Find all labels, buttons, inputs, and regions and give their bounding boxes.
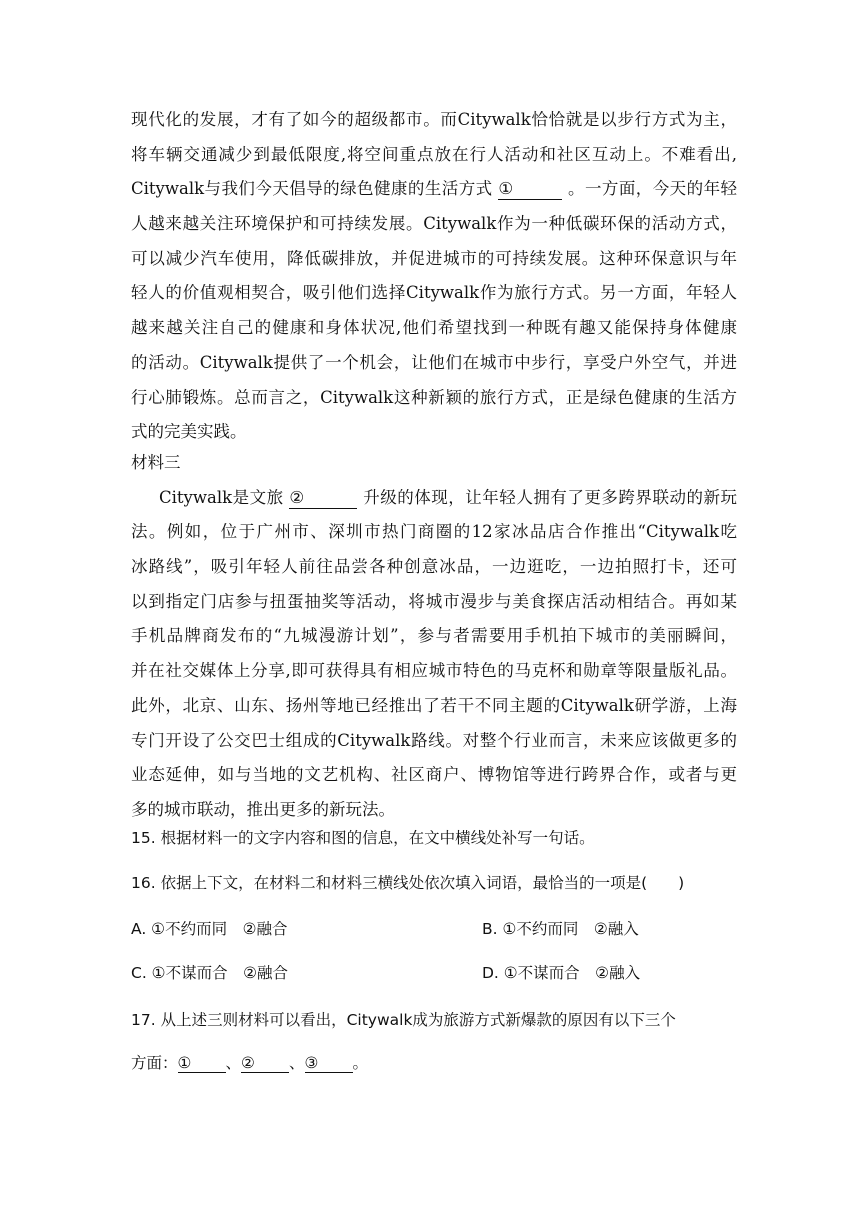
text-segment: Citywalk是文旅: [159, 487, 284, 507]
option-c[interactable]: C. ①不谋而合 ②融合: [131, 964, 288, 982]
answer-blank-1[interactable]: ①: [178, 1054, 226, 1073]
material3-section: [131, 446, 737, 828]
text-line: 多的城市联动，推出更多的新玩法。: [131, 799, 395, 819]
answer-prefix: 方面：: [131, 1054, 178, 1072]
question-15: 15. 根据材料一的文字内容和图的信息，在文中横线处补写一句话。: [131, 829, 595, 847]
material2-paragraph: [131, 103, 737, 450]
text-line-with-blank: [131, 172, 737, 207]
section-title: 材料三: [131, 453, 181, 472]
fill-blank-1: ①: [498, 179, 562, 200]
text-line: 将车辆交通减少到最低限度,将空间重点放在行人活动和社区互动上。不难看出,: [131, 144, 737, 164]
text-line: 越来越关注自己的健康和身体状况,他们希望找到一种既有趣又能保持身体健康: [131, 318, 737, 338]
text-line: 轻人的价值观相契合，吸引他们选择Citywalk作为旅行方式。另一方面，年轻人: [131, 283, 737, 303]
text-line: 现代化的发展，才有了如今的超级都市。而Citywalk恰恰就是以步行方式为主，: [131, 110, 737, 129]
text-line: 法。例如，位于广州市、深圳市热门商圈的12家冰品店合作推出“Citywalk吃: [131, 522, 737, 542]
text-segment: Citywalk与我们今天倡导的绿色健康的生活方式: [131, 179, 493, 199]
separator: 、: [225, 1054, 242, 1072]
text-segment: 。一方面，今天的年轻: [568, 179, 737, 199]
text-line: 专门开设了公交巴士组成的Citywalk路线。对整个行业而言，未来应该做更多的: [131, 730, 737, 750]
text-line: 以到指定门店参与扭蛋抽奖等活动，将城市漫步与美食探店活动相结合。再如某: [131, 591, 737, 611]
text-line: 此外，北京、山东、扬州等地已经推出了若干不同主题的Citywalk研学游，上海: [131, 695, 737, 715]
option-b[interactable]: B. ①不约而同 ②融入: [482, 920, 639, 938]
option-a[interactable]: A. ①不约而同 ②融合: [131, 920, 288, 938]
text-line: 手机品牌商发布的“九城漫游计划”，参与者需要用手机拍下城市的美丽瞬间，: [131, 626, 737, 646]
text-line-with-blank: [131, 481, 737, 516]
period: 。: [352, 1054, 369, 1072]
answer-blank-2[interactable]: ②: [241, 1054, 289, 1073]
text-line: 式的完美实践。: [131, 422, 247, 442]
text-line: 业态延伸，如与当地的文艺机构、社区商户、博物馆等进行跨界合作，或者与更: [131, 765, 737, 785]
question-17: 17. 从上述三则材料可以看出，Citywalk成为旅游方式新爆款的原因有以下三个: [131, 1011, 676, 1029]
text-line: 冰路线”，吸引年轻人前往品尝各种创意冰品，一边逛吃，一边拍照打卡，还可: [131, 557, 737, 577]
option-d[interactable]: D. ①不谋而合 ②融入: [482, 964, 641, 982]
text-line: 可以减少汽车使用，降低碳排放，并促进城市的可持续发展。这种环保意识与年: [131, 248, 737, 268]
text-line: 行心肺锻炼。总而言之，Citywalk这种新颖的旅行方式，正是绿色健康的生活方: [131, 387, 737, 407]
question-17-answer-line: [131, 1051, 368, 1073]
text-segment: 升级的体现，让年轻人拥有了更多跨界联动的新玩: [363, 487, 737, 507]
answer-blank-3[interactable]: ③: [305, 1054, 353, 1073]
text-line: 人越来越关注环境保护和可持续发展。Citywalk作为一种低碳环保的活动方式，: [131, 214, 737, 234]
question-16: 16. 依据上下文，在材料二和材料三横线处依次填入词语，最恰当的一项是( ): [131, 874, 685, 892]
fill-blank-2: ②: [289, 488, 357, 509]
text-line: 并在社交媒体上分享,即可获得具有相应城市特色的马克杯和勋章等限量版礼品。: [131, 661, 737, 681]
separator: 、: [289, 1054, 305, 1072]
text-line: 的活动。Citywalk提供了一个机会，让他们在城市中步行，享受户外空气，并进: [131, 352, 737, 372]
